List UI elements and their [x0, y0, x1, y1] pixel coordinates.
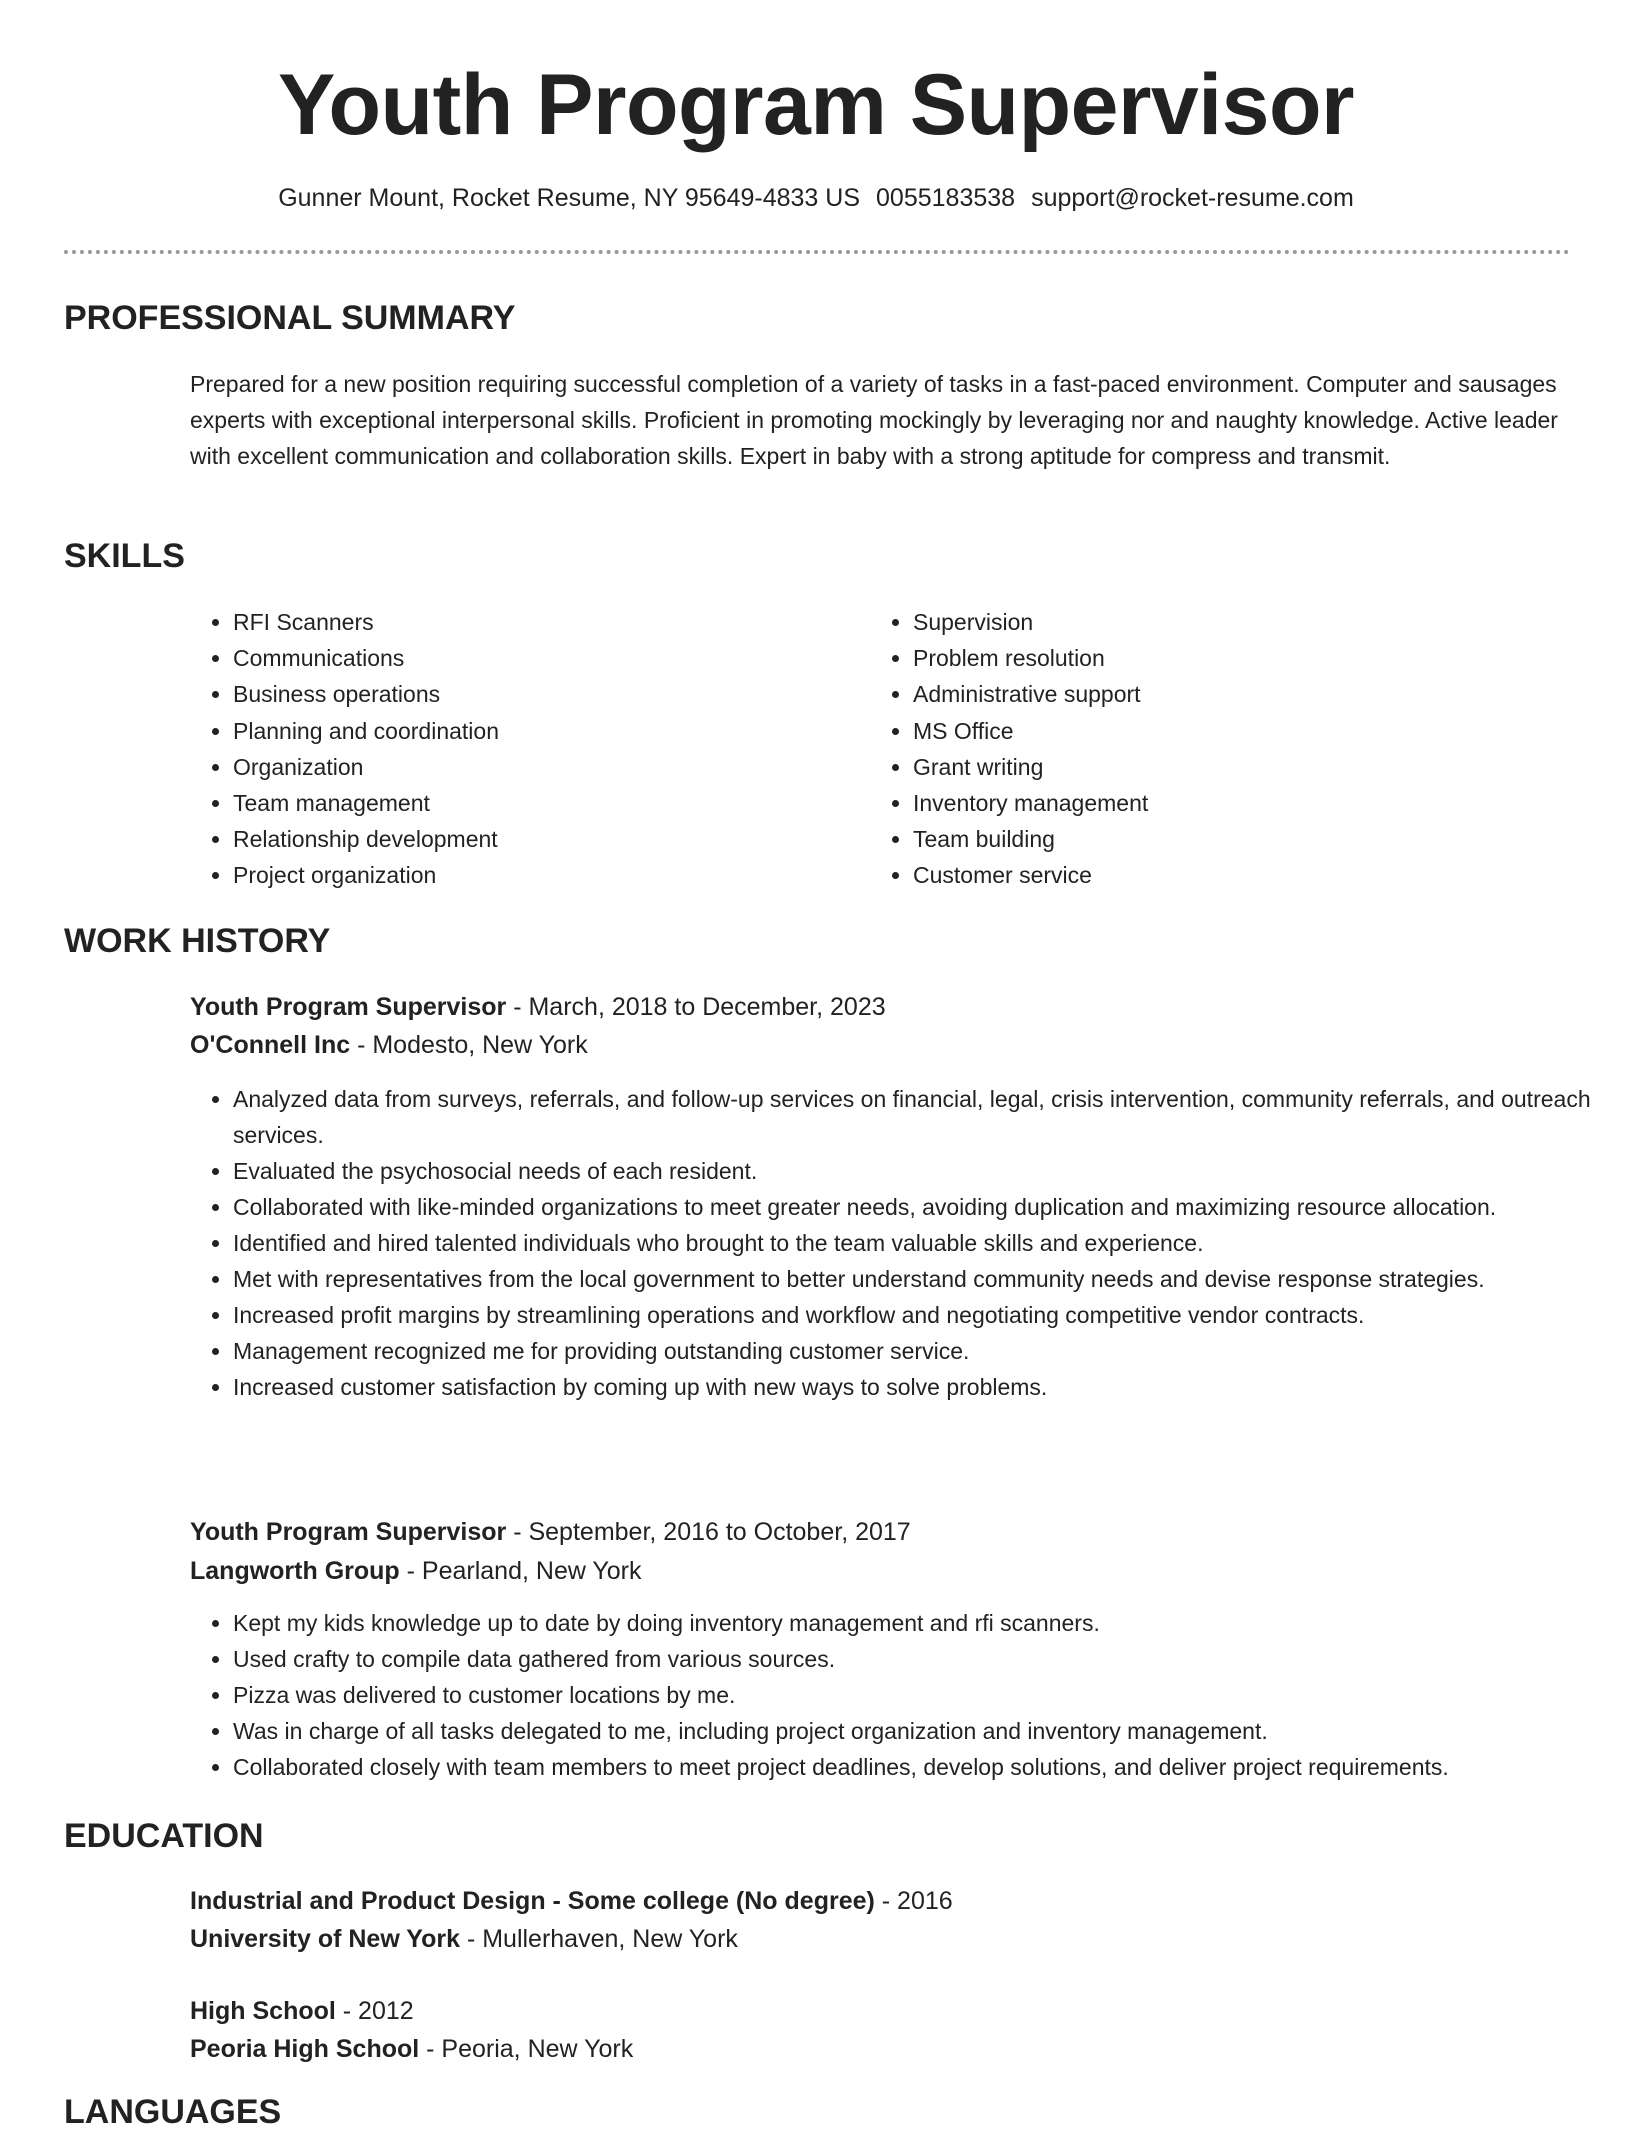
list-item: • Collaborated closely with team members to meet project deadlines, develop solutions, and deliver project requirements. [233, 1749, 1623, 1785]
list-item: • RFI Scanners [233, 604, 833, 640]
list-item: • Pizza was delivered to customer locations by me. [233, 1677, 1623, 1713]
list-item: • Grant writing [913, 749, 1513, 785]
list-item: • Collaborated with like-minded organizations to meet greater needs, avoiding duplication and maximizing resource allocation. [233, 1189, 1623, 1225]
education-school-line [190, 2030, 1570, 2068]
list-item: • Organization [233, 749, 833, 785]
job-company: O'Connell Inc [190, 1031, 351, 1059]
education-location: - Mullerhaven, New York [460, 1925, 738, 1953]
contact-line [0, 182, 1632, 214]
list-item: • Problem resolution [913, 640, 1513, 676]
list-item: • Was in charge of all tasks delegated to me, including project organization and inventory management. [233, 1713, 1623, 1749]
education-school-line [190, 1920, 1570, 1958]
list-item: • Management recognized me for providing outstanding customer service. [233, 1333, 1623, 1369]
list-item: • MS Office [913, 713, 1513, 749]
education-degree-line [190, 1882, 1570, 1920]
contact-address: Gunner Mount, Rocket Resume, NY 95649-4833 US [278, 184, 861, 212]
education-school: Peoria High School [190, 2035, 420, 2063]
job-location: - Modesto, New York [350, 1031, 588, 1059]
job-role: Youth Program Supervisor [190, 1518, 507, 1546]
education-degree: High School [190, 1997, 336, 2025]
list-item: • Used crafty to compile data gathered from various sources. [233, 1641, 1623, 1677]
education-year: - 2012 [335, 1997, 414, 2025]
job-location: - Pearland, New York [399, 1557, 642, 1585]
education-location: - Peoria, New York [419, 2035, 634, 2063]
section-title-education: EDUCATION [64, 1817, 264, 1855]
list-item: • Planning and coordination [233, 713, 833, 749]
education-year: - 2016 [874, 1887, 953, 1915]
job-dates: - September, 2016 to October, 2017 [506, 1518, 911, 1546]
list-item: • Business operations [233, 676, 833, 712]
list-item: • Communications [233, 640, 833, 676]
list-item: • Increased customer satisfaction by coming up with new ways to solve problems. [233, 1369, 1623, 1405]
job-title-line [190, 988, 1570, 1026]
list-item: • Analyzed data from surveys, referrals, and follow-up services on financial, legal, crisis intervention, community referrals, and outreach services. [233, 1081, 1623, 1153]
list-item: • Kept my kids knowledge up to date by doing inventory management and rfi scanners. [233, 1605, 1623, 1641]
list-item: • Team building [913, 821, 1513, 857]
job-company: Langworth Group [190, 1557, 400, 1585]
candidate-name: Youth Program Supervisor [278, 57, 1354, 153]
education-school: University of New York [190, 1925, 460, 1953]
section-title-summary: PROFESSIONAL SUMMARY [64, 299, 516, 337]
education-degree: Industrial and Product Design - Some college (No degree) [190, 1887, 875, 1915]
job-dates: - March, 2018 to December, 2023 [506, 993, 886, 1021]
job-company-line [190, 1026, 1570, 1064]
job-role: Youth Program Supervisor [190, 993, 507, 1021]
header-divider [64, 250, 1570, 254]
skills-list-right [870, 604, 1513, 894]
section-title-work: WORK HISTORY [64, 922, 331, 960]
list-item: • Inventory management [913, 785, 1513, 821]
section-title-languages: LANGUAGES [64, 2093, 282, 2131]
contact-phone: 0055183538 [876, 184, 1016, 212]
list-item: • Identified and hired talented individuals who brought to the team valuable skills and experience. [233, 1225, 1623, 1261]
list-item: • Administrative support [913, 676, 1513, 712]
list-item: • Team management [233, 785, 833, 821]
list-item: • Project organization [233, 857, 833, 893]
job-bullets [190, 1605, 1623, 1785]
list-item: • Relationship development [233, 821, 833, 857]
list-item: • Increased profit margins by streamlining operations and workflow and negotiating competitive vendor contracts. [233, 1297, 1623, 1333]
list-item: • Supervision [913, 604, 1513, 640]
list-item: • Customer service [913, 857, 1513, 893]
section-title-skills: SKILLS [64, 537, 185, 575]
summary-text: Prepared for a new position requiring successful completion of a variety of tasks in a fast-paced environment. Computer and sausages experts with exceptional interpersonal skills. Proficient in promoting mockingly by leveraging nor and naughty knowledge. Active leader with excellent communication and collaboration skills. Expert in baby with a strong aptitude for compress and transmit. [190, 371, 1558, 469]
skills-list-left [190, 604, 833, 894]
job-company-line [190, 1552, 1570, 1590]
list-item: • Evaluated the psychosocial needs of each resident. [233, 1153, 1623, 1189]
contact-email[interactable]: support@rocket-resume.com [1031, 184, 1354, 212]
job-bullets [190, 1081, 1623, 1405]
education-degree-line [190, 1992, 1570, 2030]
job-title-line [190, 1513, 1570, 1551]
list-item: • Met with representatives from the local government to better understand community needs and devise response strategies. [233, 1261, 1623, 1297]
